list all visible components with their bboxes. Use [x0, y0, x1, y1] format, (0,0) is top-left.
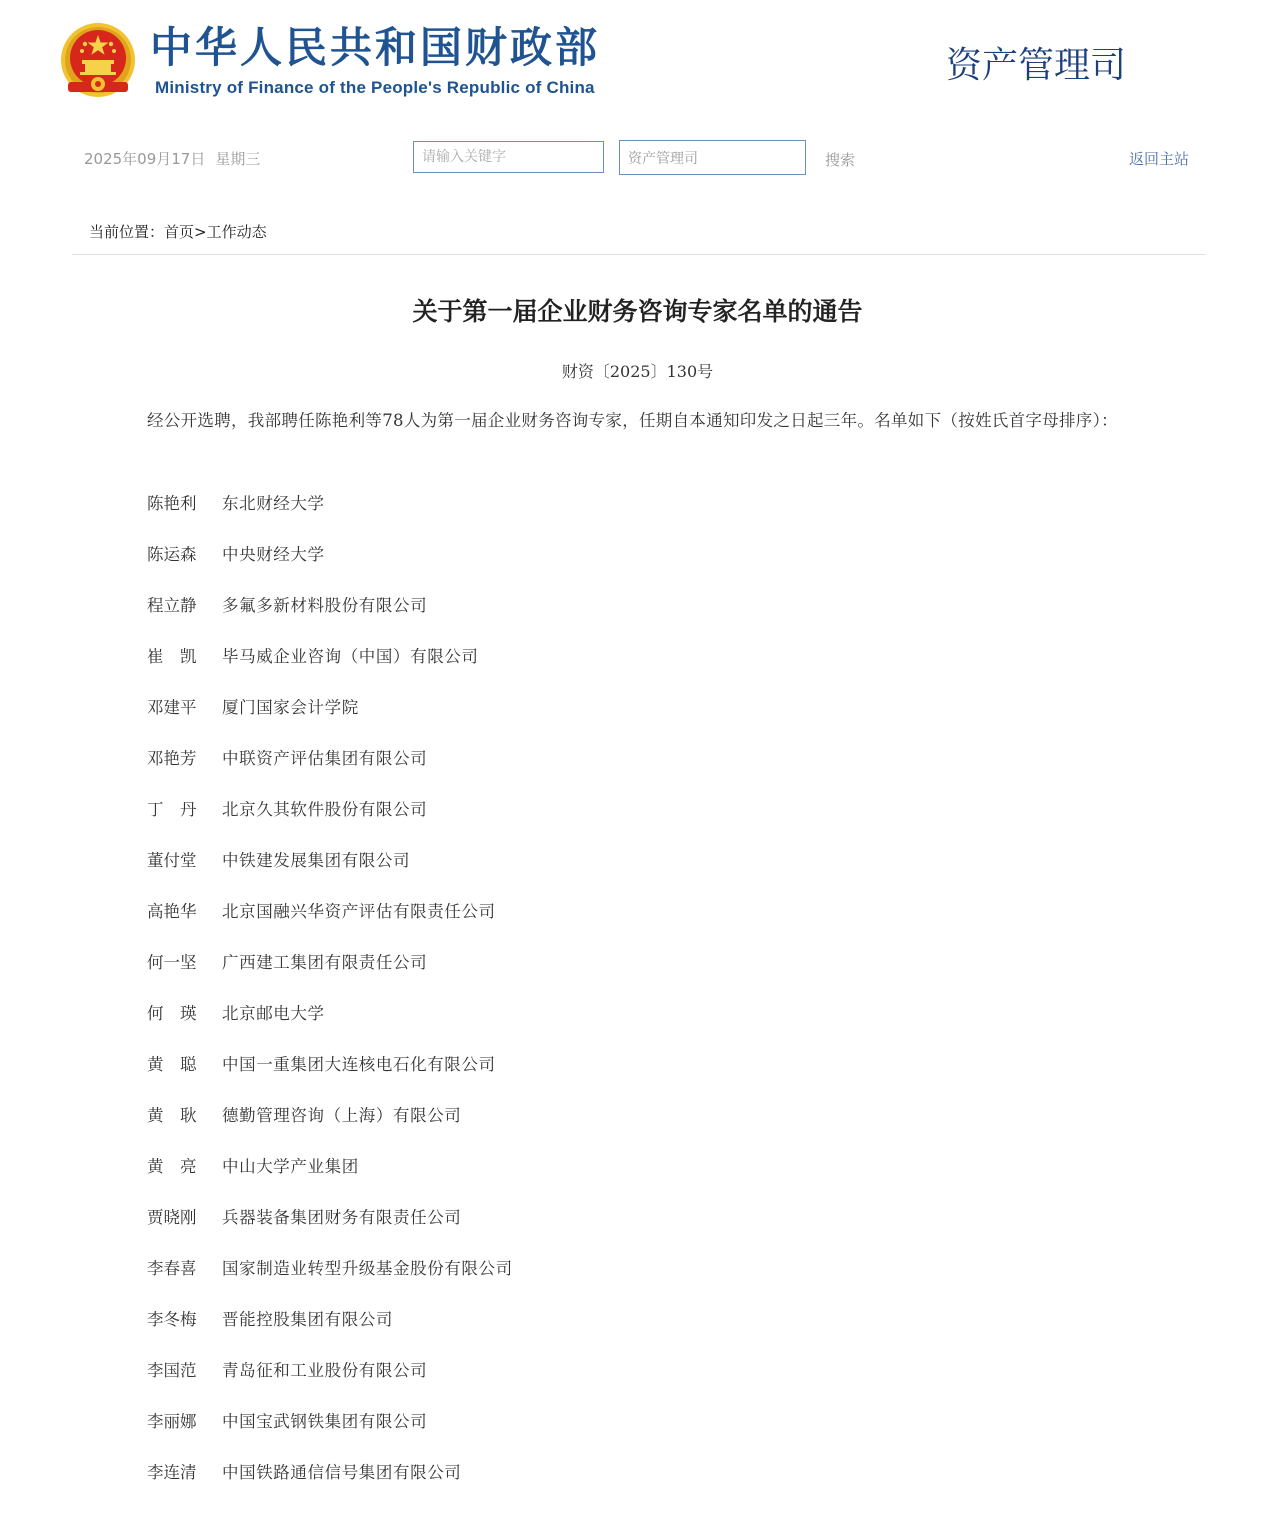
expert-organization: 中铁建发展集团有限公司	[222, 851, 411, 870]
department-name: 资产管理司	[946, 45, 1127, 86]
expert-list-item	[147, 538, 513, 589]
keyword-search-input[interactable]	[413, 141, 604, 173]
expert-list-item	[147, 1405, 513, 1456]
expert-organization: 中联资产评估集团有限公司	[222, 749, 428, 768]
weekday-value: 星期三	[215, 150, 261, 168]
expert-list-item	[147, 1099, 513, 1150]
expert-name: 何一坚	[147, 953, 197, 972]
expert-list-item	[147, 844, 513, 895]
expert-name: 崔 凯	[147, 647, 197, 666]
expert-list-item	[147, 589, 513, 640]
expert-name: 李连清	[147, 1463, 197, 1482]
expert-organization: 厦门国家会计学院	[222, 698, 359, 717]
breadcrumb	[89, 221, 267, 242]
breadcrumb-current-link[interactable]: 工作动态	[206, 223, 267, 241]
expert-name: 陈运森	[147, 545, 197, 564]
expert-list-item	[147, 1252, 513, 1303]
expert-organization: 中国铁路通信信号集团有限公司	[222, 1463, 462, 1482]
site-name-en[interactable]: Ministry of Finance of the People's Republic of China	[155, 78, 595, 97]
expert-organization: 兵器装备集团财务有限责任公司	[222, 1208, 462, 1227]
expert-organization: 广西建工集团有限责任公司	[222, 953, 428, 972]
expert-list-item	[147, 487, 513, 538]
expert-name: 黄 耿	[147, 1106, 197, 1125]
expert-organization: 中国宝武钢铁集团有限公司	[222, 1412, 428, 1431]
expert-name: 丁 丹	[147, 800, 197, 819]
search-scope-input[interactable]	[619, 140, 806, 175]
expert-name: 何 瑛	[147, 1004, 197, 1023]
expert-name: 李冬梅	[147, 1310, 197, 1329]
expert-list-item	[147, 1048, 513, 1099]
article-title: 关于第一届企业财务咨询专家名单的通告	[412, 297, 863, 326]
expert-organization: 北京国融兴华资产评估有限责任公司	[222, 902, 496, 921]
expert-organization: 多氟多新材料股份有限公司	[222, 596, 428, 615]
expert-list-item	[147, 1354, 513, 1405]
breadcrumb-prefix: 当前位置：	[89, 223, 165, 241]
expert-name: 邓建平	[147, 698, 197, 717]
expert-list-item	[147, 997, 513, 1048]
expert-name: 程立静	[147, 596, 197, 615]
breadcrumb-separator: >	[194, 223, 207, 241]
expert-list-item	[147, 1150, 513, 1201]
expert-list	[147, 487, 513, 1507]
date-value: 2025年09月17日	[84, 150, 206, 168]
expert-list-item	[147, 1201, 513, 1252]
utility-bar	[0, 132, 1275, 182]
expert-name: 李春喜	[147, 1259, 197, 1278]
site-name-cn[interactable]: 中华人民共和国财政部	[150, 23, 601, 72]
expert-list-item	[147, 793, 513, 844]
intro-paragraph: 经公开选聘，我部聘任陈艳利等78人为第一届企业财务咨询专家，任期自本通知印发之日起三年。名单如下（按姓氏首字母排序）：	[147, 411, 1118, 430]
expert-organization: 毕马威企业咨询（中国）有限公司	[222, 647, 479, 666]
expert-name: 陈艳利	[147, 494, 197, 513]
return-home-link[interactable]: 返回主站	[1129, 150, 1190, 168]
expert-list-item	[147, 742, 513, 793]
masthead	[0, 0, 1275, 120]
expert-list-item	[147, 895, 513, 946]
expert-organization: 青岛征和工业股份有限公司	[222, 1361, 428, 1380]
national-emblem-icon[interactable]	[58, 20, 138, 102]
search-button[interactable]: 搜索	[825, 151, 856, 169]
expert-organization: 晋能控股集团有限公司	[222, 1310, 393, 1329]
expert-name: 黄 聪	[147, 1055, 197, 1074]
expert-list-item	[147, 691, 513, 742]
expert-name: 黄 亮	[147, 1157, 197, 1176]
breadcrumb-home-link[interactable]: 首页	[164, 223, 195, 241]
document-number: 财资〔2025〕130号	[561, 362, 714, 381]
expert-name: 贾晓刚	[147, 1208, 197, 1227]
expert-organization: 北京久其软件股份有限公司	[222, 800, 428, 819]
expert-organization: 中山大学产业集团	[222, 1157, 359, 1176]
expert-organization: 中央财经大学	[222, 545, 325, 564]
expert-list-item	[147, 640, 513, 691]
expert-organization: 中国一重集团大连核电石化有限公司	[222, 1055, 496, 1074]
current-date	[84, 148, 260, 169]
expert-organization: 东北财经大学	[222, 494, 325, 513]
expert-name: 董付堂	[147, 851, 197, 870]
expert-list-item	[147, 1303, 513, 1354]
expert-list-item	[147, 1456, 513, 1507]
expert-name: 邓艳芳	[147, 749, 197, 768]
expert-organization: 国家制造业转型升级基金股份有限公司	[222, 1259, 513, 1278]
expert-list-item	[147, 946, 513, 997]
expert-name: 李丽娜	[147, 1412, 197, 1431]
expert-name: 高艳华	[147, 902, 197, 921]
expert-name: 李国范	[147, 1361, 197, 1380]
expert-organization: 北京邮电大学	[222, 1004, 325, 1023]
content-divider	[72, 254, 1206, 255]
expert-organization: 德勤管理咨询（上海）有限公司	[222, 1106, 462, 1125]
